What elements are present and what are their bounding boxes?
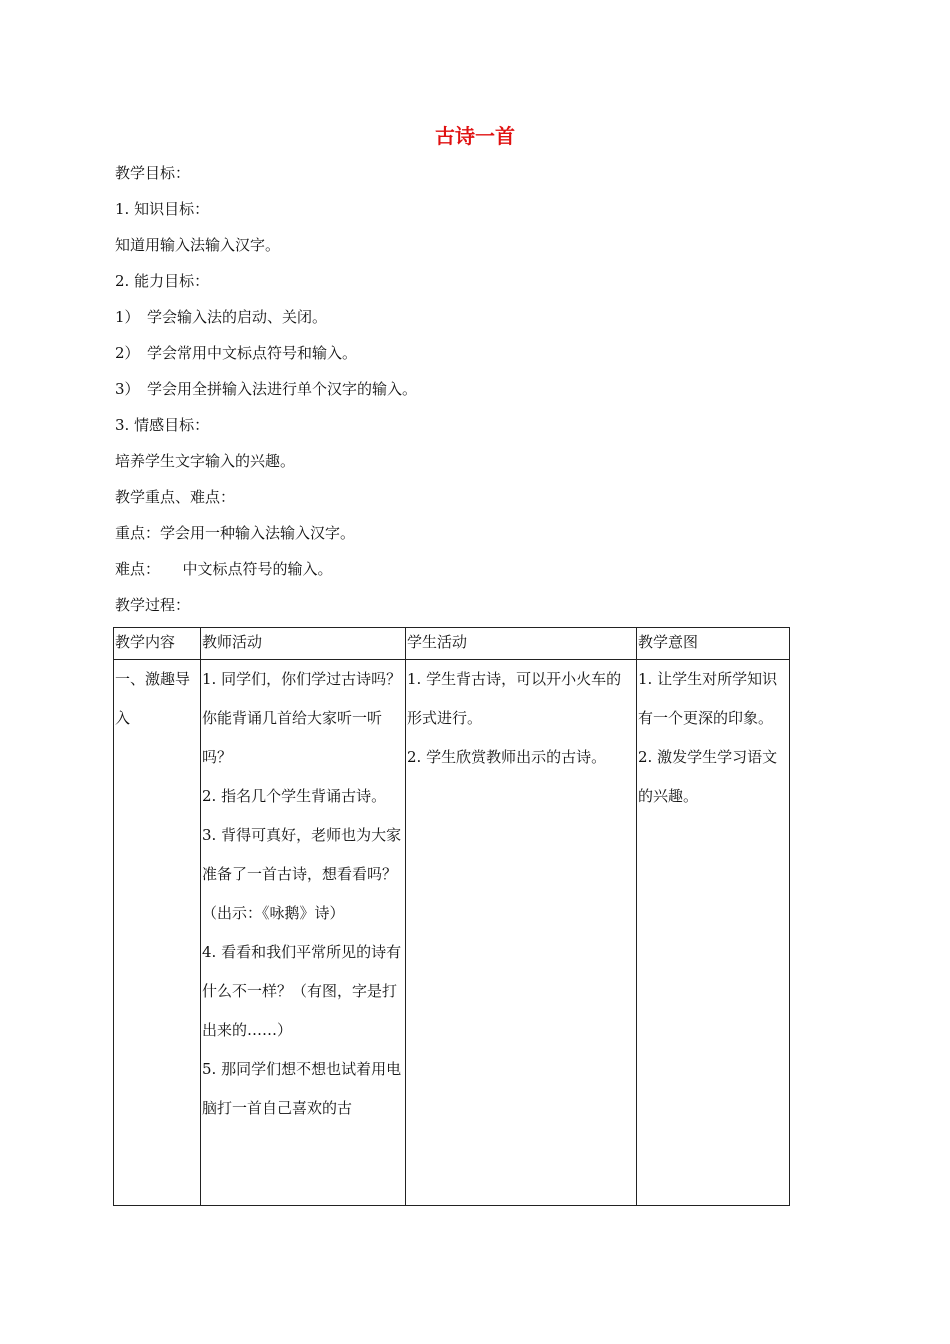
emotion-goal-heading: 3. 情感目标： [115,416,210,434]
knowledge-goal-heading: 1. 知识目标： [115,200,210,218]
student-step-1: 1. 学生背古诗，可以开小火车的形式进行。 [407,670,622,727]
lesson-table [113,627,790,1206]
ability-goal-heading: 2. 能力目标： [115,272,210,290]
key-point-text: 重点：学会用一种输入法输入汉字。 [115,524,356,542]
cell-student-activity [406,660,637,1206]
student-step-2: 2. 学生欣赏教师出示的古诗。 [407,748,607,766]
key-points-heading: 教学重点、难点： [115,488,236,506]
table-header-row [114,628,790,660]
header-content: 教学内容 [114,628,201,660]
header-teacher-activity: 教师活动 [201,628,406,660]
teacher-step-3: 3. 背得可真好，老师也为大家准备了一首古诗，想看看吗？（出示：《咏鹅》诗） [202,826,402,922]
teacher-step-5: 5. 那同学们想不想也试着用电脑打一首自己喜欢的古 [202,1060,402,1117]
ability-goal-3: 3） 学会用全拼输入法进行单个汉字的输入。 [115,380,418,398]
document-title: 古诗一首 [435,124,515,148]
teacher-step-4: 4. 看看和我们平常所见的诗有什么不一样？（有图，字是打出来的……） [202,943,402,1039]
intent-2: 2. 激发学生学习语文的兴趣。 [638,748,778,805]
difficult-point-text: 难点： 中文标点符号的输入。 [115,560,333,578]
cell-teaching-intent [637,660,790,1206]
ability-goal-1: 1） 学会输入法的启动、关闭。 [115,308,328,326]
intent-1: 1. 让学生对所学知识有一个更深的印象。 [638,670,778,727]
header-student-activity: 学生活动 [406,628,637,660]
emotion-goal-text: 培养学生文字输入的兴趣。 [115,452,296,470]
teacher-step-1: 1. 同学们，你们学过古诗吗？你能背诵几首给大家听一听吗？ [202,670,402,766]
table-row [114,660,790,1206]
cell-content: 一、激趣导入 [114,660,201,1206]
header-teaching-intent: 教学意图 [637,628,790,660]
teaching-goals-heading: 教学目标： [115,164,191,182]
ability-goal-2: 2） 学会常用中文标点符号和输入。 [115,344,358,362]
knowledge-goal-text: 知道用输入法输入汉字。 [115,236,281,254]
teaching-process-heading: 教学过程： [115,596,191,614]
teacher-step-2: 2. 指名几个学生背诵古诗。 [202,787,387,805]
cell-teacher-activity [201,660,406,1206]
